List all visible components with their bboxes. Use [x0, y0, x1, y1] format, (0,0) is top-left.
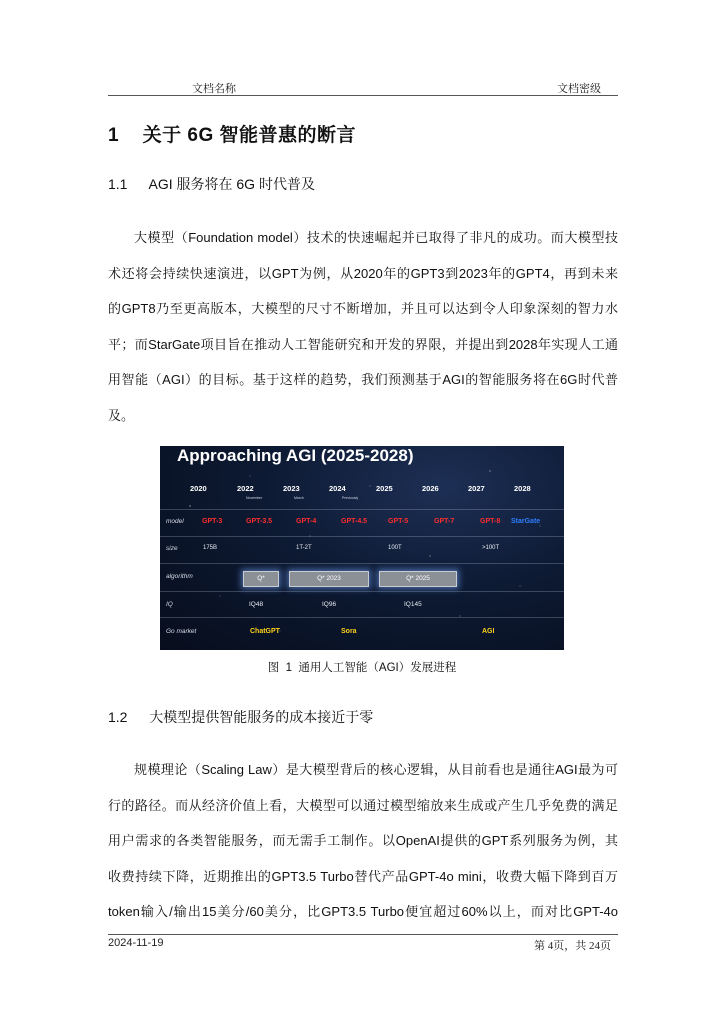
footer-page-number: 第 4页，共 24页 [534, 940, 611, 952]
year-note: November [246, 496, 263, 500]
header-doc-name: 文档名称 [192, 83, 236, 95]
section-1-2-heading [108, 707, 373, 727]
paragraph-line: token输入/输出15美分/60美分，比GPT3.5 Turbo便宜超过60%以上，而对比GPT-4o [108, 904, 618, 919]
model-name: GPT-5 [388, 518, 409, 525]
figure-title: Approaching AGI (2025-2028) [177, 446, 414, 465]
model-name: GPT-8 [480, 518, 501, 525]
section-1-2-number: 1.2 [108, 709, 128, 725]
go-market-label: AGI [482, 628, 495, 635]
section-1-heading [108, 120, 356, 147]
year-label: 2028 [514, 484, 531, 493]
section-1-1-title: AGI 服务将在 6G 时代普及 [148, 176, 315, 192]
header-rule [108, 95, 618, 96]
row-label-iq: IQ [166, 601, 173, 608]
paragraph-line: 行的路径。而从经济价值上看，大模型可以通过模型缩放来生成或产生几乎免费的满足 [108, 797, 618, 813]
year-label: 2024 [329, 484, 346, 493]
model-size: >100T [482, 545, 500, 551]
year-label: 2022 [237, 484, 254, 493]
model-name-stargate: StarGate [511, 518, 541, 525]
row-label-model: model [166, 518, 184, 525]
agi-timeline-figure [160, 446, 564, 650]
section-1-title: 关于 6G 智能普惠的断言 [142, 125, 357, 146]
iq-value: IQ96 [322, 601, 337, 608]
figure-caption: 图 1 通用人工智能（AGI）发展进程 [267, 662, 457, 674]
section-1-number: 1 [108, 125, 120, 146]
row-label-go-market: Go market [166, 628, 197, 635]
footer-rule [108, 934, 618, 935]
model-size: 100T [388, 545, 402, 551]
paragraph-line: 用户需求的各类智能服务，而无需手工制作。以OpenAI提供的GPT系列服务为例，其 [108, 833, 618, 848]
model-name: GPT-3.5 [246, 518, 273, 525]
paragraph-line: 用智能（AGI）的目标。基于这样的趋势，我们预测基于AGI的智能服务将在6G时代普 [108, 372, 618, 387]
year-label: 2026 [422, 484, 439, 493]
section-1-2-title: 大模型提供智能服务的成本接近于零 [149, 709, 374, 725]
go-market-label: Sora [341, 628, 357, 635]
iq-value: IQ48 [249, 601, 264, 608]
row-label-algorithm: algorithm [166, 573, 193, 580]
footer-date: 2024-11-19 [108, 937, 164, 949]
paragraph-line: 平；而StarGate项目旨在推动人工智能研究和开发的界限，并提出到2028年实现人工通 [108, 336, 618, 352]
model-size: 1T-2T [296, 545, 312, 551]
paragraph-2 [108, 752, 618, 930]
iq-value: IQ145 [404, 601, 422, 608]
model-name: GPT-4 [296, 518, 317, 525]
model-size: 175B [203, 545, 218, 551]
paragraph-line: 收费持续下降，近期推出的GPT3.5 Turbo替代产品GPT-4o mini，收费大幅下降到百万 [108, 868, 618, 884]
paragraph-line: 及。 [108, 407, 135, 423]
row-separator [160, 617, 564, 618]
paragraph-line: 的GPT8乃至更高版本，大模型的尺寸不断增加，并且可以达到令人印象深刻的智力水 [108, 301, 618, 316]
row-separator [160, 591, 564, 592]
algorithm-box: Q* [243, 571, 279, 587]
row-separator [160, 509, 564, 510]
paragraph-line: 大模型（Foundation model）技术的快速崛起并已取得了非凡的成功。而大模型技 [134, 230, 618, 245]
year-note: March [294, 496, 304, 500]
year-label: 2025 [376, 484, 393, 493]
go-market-label: ChatGPT [250, 628, 280, 635]
header-doc-level: 文档密级 [557, 83, 601, 95]
paragraph-line: 术还将会持续快速演进，以GPT为例，从2020年的GPT3到2023年的GPT4，再到未来 [108, 265, 618, 281]
algorithm-box: Q* 2025 [379, 571, 457, 587]
year-label: 2027 [468, 484, 485, 493]
year-note: Previously [342, 496, 359, 500]
algorithm-box: Q* 2023 [289, 571, 369, 587]
year-label: 2023 [283, 484, 300, 493]
year-label: 2020 [190, 484, 207, 493]
row-separator [160, 563, 564, 564]
row-label-size: size [166, 545, 178, 552]
paragraph-line: 规模理论（Scaling Law）是大模型背后的核心逻辑，从目前看也是通往AGI最为可 [134, 762, 618, 777]
paragraph-1 [108, 220, 618, 433]
model-name: GPT-7 [434, 518, 455, 525]
row-separator [160, 536, 564, 537]
section-1-1-heading [108, 174, 315, 194]
starfield-background [160, 446, 564, 650]
model-name: GPT-4.5 [341, 518, 368, 525]
section-1-1-number: 1.1 [108, 176, 128, 192]
model-name: GPT-3 [202, 518, 223, 525]
